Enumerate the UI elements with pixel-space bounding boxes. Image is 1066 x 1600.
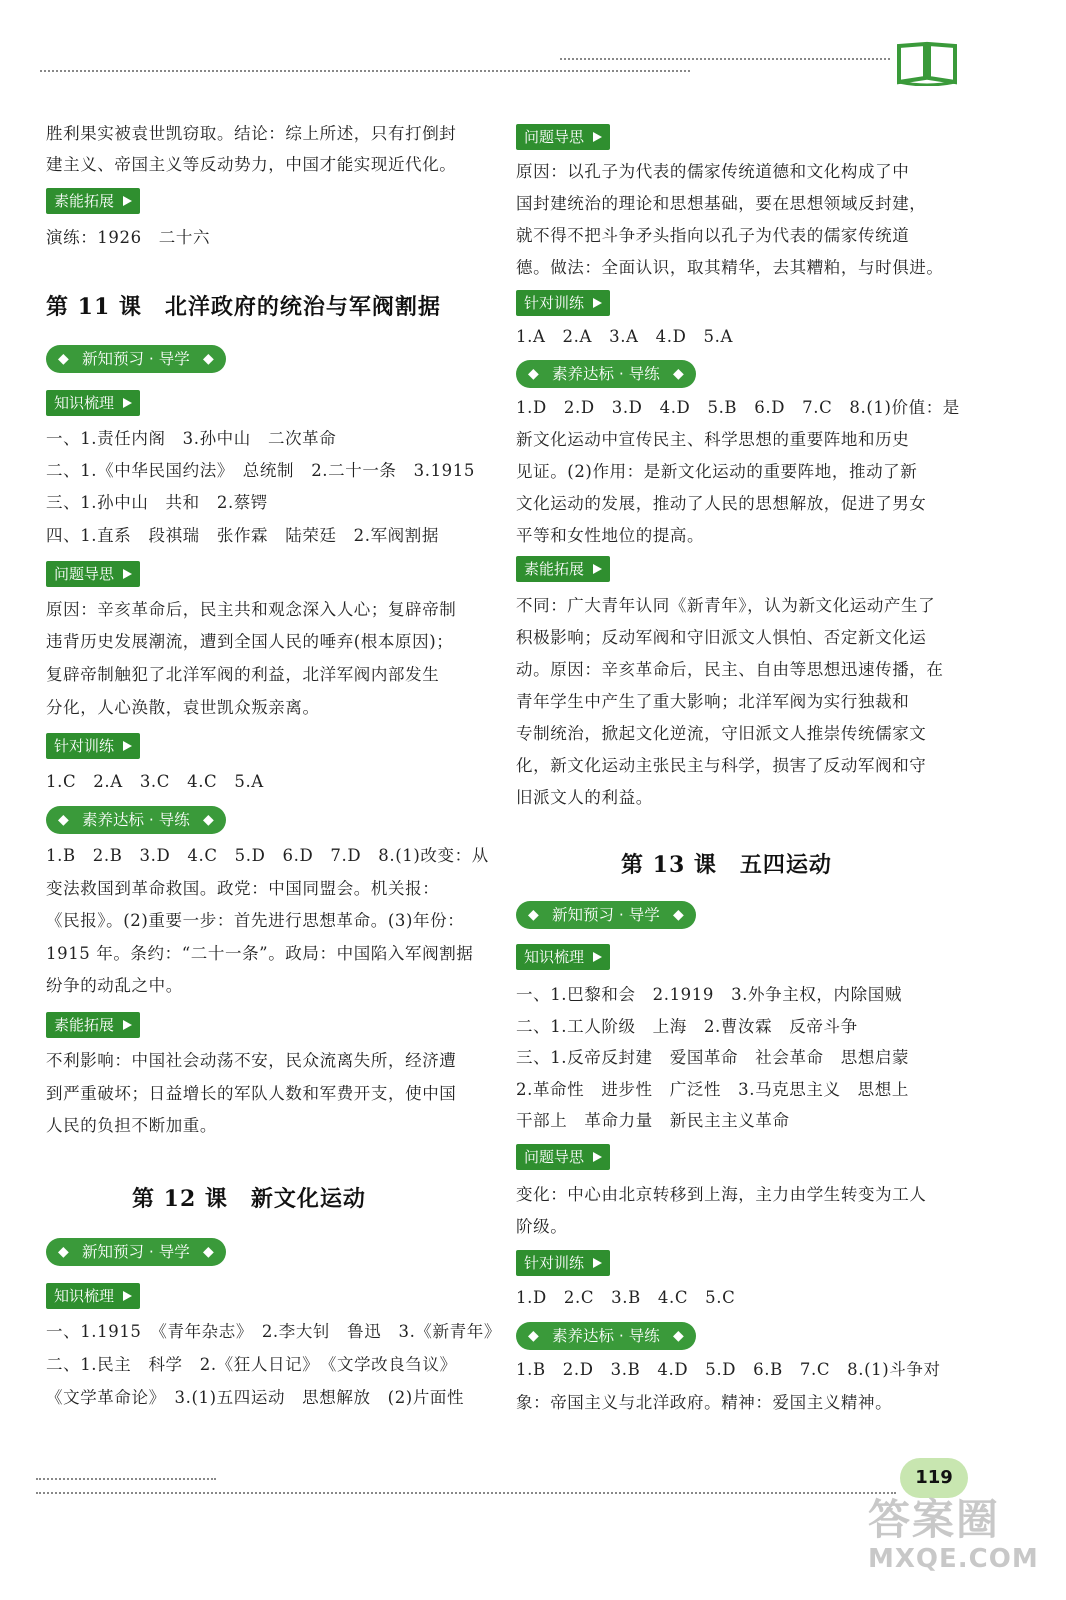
- text-line: 一、1.1915 《青年杂志》 2.李大钊 鲁迅 3.《新青年》: [46, 1322, 501, 1341]
- text-line: 1.B 2.D 3.B 4.D 5.D 6.B 7.C 8.(1)斗争对: [516, 1360, 941, 1379]
- text-line: 复辟帝制触犯了北洋军阀的利益，北洋军阀内部发生: [46, 665, 440, 684]
- text-line: 平等和女性地位的提高。: [516, 526, 705, 545]
- text-line: 一、1.责任内阁 3.孙中山 二次革命: [46, 429, 337, 448]
- text-line: 原因：以孔子为代表的儒家传统道德和文化构成了中: [516, 162, 910, 181]
- header-dotted-line: [40, 70, 690, 72]
- text-line: 1915 年。条约：“二十一条”。政局：中国陷入军阀割据: [46, 944, 474, 963]
- text-line: 变化：中心由北京转移到上海，主力由学生转变为工人: [516, 1185, 927, 1204]
- section-tag-extend: 素能拓展: [46, 188, 140, 214]
- lesson-11-title: 第 11 课 北洋政府的统治与军阀割据: [46, 294, 441, 320]
- text-line: 二、1.《中华民国约法》 总统制 2.二十一条 3.1915: [46, 461, 475, 480]
- text-line: 二、1.民主 科学 2.《狂人日记》 《文学改良刍议》: [46, 1355, 457, 1374]
- text-line: 旧派文人的利益。: [516, 788, 653, 807]
- section-tag-knowledge: 知识梳理: [46, 390, 140, 416]
- text-line: 人民的负担不断加重。: [46, 1116, 217, 1135]
- section-tag-training: 针对训练: [516, 1250, 610, 1276]
- text-line: 三、1.孙中山 共和 2.蔡锷: [46, 493, 268, 512]
- text-line: 阶级。: [516, 1217, 568, 1236]
- watermark-logo: 答案圈: [868, 1495, 1001, 1544]
- section-tag-knowledge: 知识梳理: [46, 1283, 140, 1309]
- pill-practice: ◆ 素养达标 · 导练 ◆: [46, 806, 226, 834]
- text-line: 一、1.巴黎和会 2.1919 3.外争主权，内除国贼: [516, 985, 902, 1004]
- text-line: 分化，人心涣散，袁世凯众叛亲离。: [46, 698, 320, 717]
- lesson-12-title: 第 12 课 新文化运动: [132, 1186, 366, 1212]
- text-line: 青年学生中产生了重大影响；北洋军阀为实行独裁和: [516, 692, 910, 711]
- pill-practice: ◆ 素养达标 · 导练 ◆: [516, 1322, 696, 1350]
- text-line: 文化运动的发展，推动了人民的思想解放，促进了男女: [516, 494, 927, 513]
- watermark-url: MXQE.COM: [868, 1544, 1039, 1574]
- text-line: 变法救国到革命救国。政党：中国同盟会。机关报：: [46, 879, 440, 898]
- text-line: 2.革命性 进步性 广泛性 3.马克思主义 思想上: [516, 1080, 909, 1099]
- text-line: 干部上 革命力量 新民主主义革命: [516, 1111, 790, 1130]
- text-line: 1.B 2.B 3.D 4.C 5.D 6.D 7.D 8.(1)改变：从: [46, 846, 489, 865]
- text-line: 积极影响；反动军阀和守旧派文人惧怕、否定新文化运: [516, 628, 927, 647]
- text-line: 1.D 2.D 3.D 4.D 5.B 6.D 7.C 8.(1)价值：是: [516, 398, 960, 417]
- section-tag-extend: 素能拓展: [516, 556, 610, 582]
- text-line: 就不得不把斗争矛头指向以孔子为代表的儒家传统道: [516, 226, 910, 245]
- pill-preview: ◆ 新知预习 · 导学 ◆: [516, 901, 696, 929]
- section-tag-extend: 素能拓展: [46, 1012, 140, 1038]
- text-line: 1.D 2.C 3.B 4.C 5.C: [516, 1288, 736, 1307]
- footer-dotted-line: [36, 1478, 216, 1480]
- text-line: 三、1.反帝反封建 爱国革命 社会革命 思想启蒙: [516, 1048, 910, 1067]
- text-line: 不利影响：中国社会动荡不安，民众流离失所，经济遭: [46, 1051, 457, 1070]
- text-line: 不同：广大青年认同《新青年》，认为新文化运动产生了: [516, 596, 936, 615]
- section-tag-training: 针对训练: [516, 290, 610, 316]
- text-line: 化，新文化运动主张民主与科学，损害了反动军阀和守: [516, 756, 927, 775]
- text-line: 1.A 2.A 3.A 4.D 5.A: [516, 327, 734, 346]
- section-tag-question: 问题导思: [46, 561, 140, 587]
- text-line: 动。原因：辛亥革命后，民主、自由等思想迅速传播，在: [516, 660, 944, 679]
- text-line: 到严重破坏；日益增长的军队人数和军费开支，使中国: [46, 1084, 457, 1103]
- book-icon: [895, 38, 959, 86]
- lesson-13-title: 第 13 课 五四运动: [621, 852, 832, 878]
- pill-preview: ◆ 新知预习 · 导学 ◆: [46, 345, 226, 373]
- pill-preview: ◆ 新知预习 · 导学 ◆: [46, 1238, 226, 1266]
- text-line: 演练：1926 二十六: [46, 228, 211, 247]
- section-tag-question: 问题导思: [516, 1144, 610, 1170]
- section-tag-knowledge: 知识梳理: [516, 944, 610, 970]
- text-line: 四、1.直系 段祺瑞 张作霖 陆荣廷 2.军阀割据: [46, 526, 439, 545]
- text-line: 原因：辛亥革命后，民主共和观念深入人心；复辟帝制: [46, 600, 457, 619]
- section-tag-question: 问题导思: [516, 124, 610, 150]
- pill-practice: ◆ 素养达标 · 导练 ◆: [516, 360, 696, 388]
- header-dotted-line-right: [560, 58, 890, 60]
- section-tag-training: 针对训练: [46, 733, 140, 759]
- text-line: 胜利果实被袁世凯窃取。结论：综上所述，只有打倒封: [46, 124, 457, 143]
- text-line: 二、1.工人阶级 上海 2.曹汝霖 反帝斗争: [516, 1017, 858, 1036]
- text-line: 1.C 2.A 3.C 4.C 5.A: [46, 772, 264, 791]
- text-line: 违背历史发展潮流，遭到全国人民的唾弃(根本原因)；: [46, 632, 454, 651]
- text-line: 《民报》。(2)重要一步：首先进行思想革命。(3)年份：: [46, 911, 465, 930]
- text-line: 新文化运动中宣传民主、科学思想的重要阵地和历史: [516, 430, 910, 449]
- watermark: [868, 1496, 1039, 1574]
- text-line: 国封建统治的理论和思想基础，要在思想领域反封建，: [516, 194, 927, 213]
- text-line: 见证。(2)作用：是新文化运动的重要阵地，推动了新: [516, 462, 918, 481]
- text-line: 纷争的动乱之中。: [46, 976, 183, 995]
- text-line: 象：帝国主义与北洋政府。精神：爱国主义精神。: [516, 1393, 893, 1412]
- text-line: 专制统治，掀起文化逆流，守旧派文人推崇传统儒家文: [516, 724, 927, 743]
- text-line: 《文学革命论》 3.(1)五四运动 思想解放 (2)片面性: [46, 1388, 465, 1407]
- text-line: 建主义、帝国主义等反动势力，中国才能实现近代化。: [46, 155, 457, 174]
- footer-dotted-line-long: [36, 1492, 896, 1494]
- page-number: 119: [900, 1458, 968, 1498]
- text-line: 德。做法：全面认识，取其精华，去其糟粕，与时俱进。: [516, 258, 944, 277]
